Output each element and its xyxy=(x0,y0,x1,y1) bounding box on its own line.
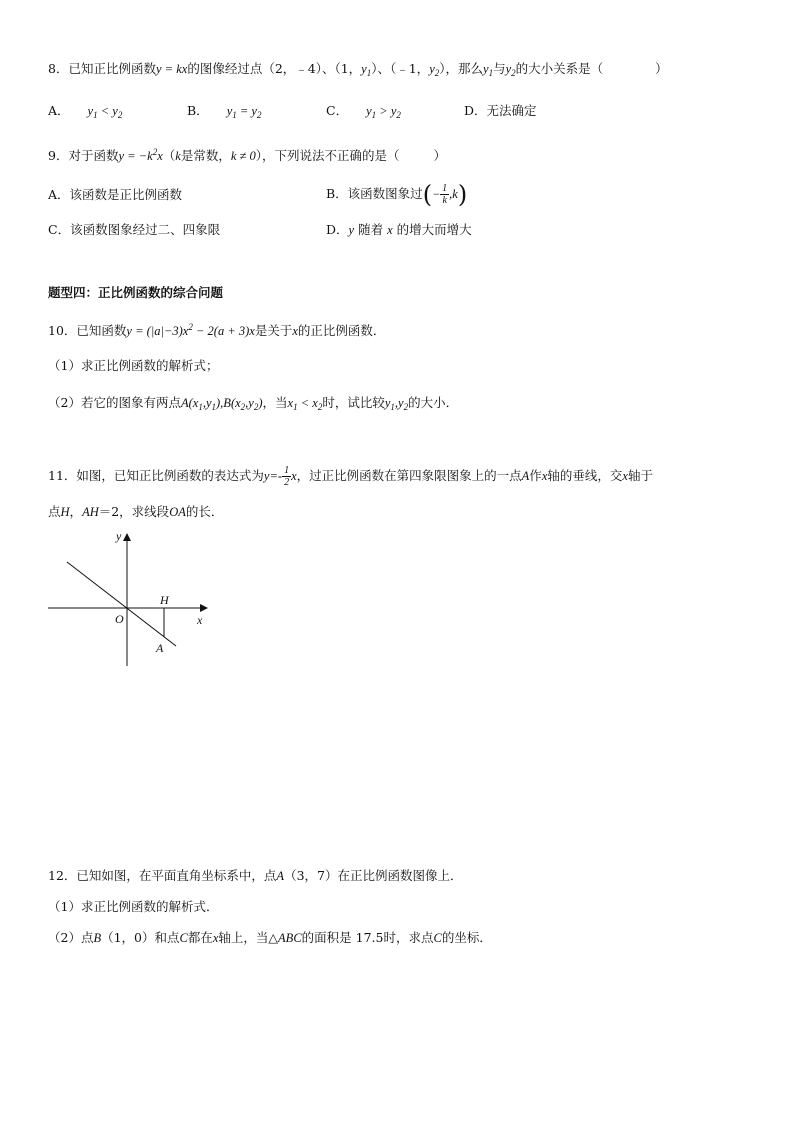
option-label: B． xyxy=(187,103,209,118)
q8-y2b: $y_2$ xyxy=(505,62,516,78)
option-label: D． xyxy=(464,103,487,118)
q10-text2: 是关于 xyxy=(254,323,293,338)
option-content: $y_1 > y_2$ xyxy=(366,104,401,120)
q12-part2-f: 的坐标． xyxy=(441,930,492,945)
option-content: 无法确定 xyxy=(486,103,537,118)
q8-close: ） xyxy=(655,61,668,76)
q9-text4: ），下列说法不正确的是（ xyxy=(255,148,400,163)
q11-eq-lhs: y=- xyxy=(263,469,283,483)
label-h: H xyxy=(160,593,169,607)
q11-text5: 轴于 xyxy=(627,468,653,483)
q11-x-b: x xyxy=(622,469,628,483)
label-o: O xyxy=(115,612,124,626)
q12-point-a: A xyxy=(276,869,285,883)
q11-line2-d: 的长． xyxy=(185,504,224,519)
q10-stem xyxy=(48,318,385,340)
q11-line2-c: ＝2，求线段 xyxy=(98,504,170,519)
q11-stem xyxy=(48,462,653,490)
q9-text3: 是常数， xyxy=(180,148,231,163)
q8-y1b: $y_1$ xyxy=(483,62,494,78)
q12-point-c-b: C xyxy=(433,931,442,945)
option-var-y: y xyxy=(348,223,355,237)
q11-text1: 如图，已知正比例函数的表达式为 xyxy=(76,468,264,483)
q8-text6: 的大小关系是（ xyxy=(515,61,604,76)
q8-text5: 与 xyxy=(493,61,506,76)
q11-text2: ，过正比例函数在第四象限图象上的一点 xyxy=(296,468,522,483)
q12-text1: 已知如图，在平面直角坐标系中，点 xyxy=(76,868,277,883)
q11-line2-b: ， xyxy=(69,504,83,519)
label-x: x xyxy=(197,613,203,627)
q10-part2 xyxy=(48,394,458,416)
q9-cond: k ≠ 0 xyxy=(230,149,256,163)
q10-points: $A(x_1,y_1),B(x_2,y_2)$ xyxy=(180,396,263,412)
q8-option-a xyxy=(48,102,122,124)
q10-text1: 已知函数 xyxy=(76,323,127,338)
q12-point-c: C xyxy=(179,931,188,945)
q8-stem xyxy=(48,60,668,82)
q8-y1: $y_1$ xyxy=(361,62,372,78)
q8-option-b xyxy=(187,102,261,124)
q10-number: 10． xyxy=(48,323,77,338)
option-label: D． xyxy=(326,222,349,237)
label-y: y xyxy=(116,529,122,543)
q9-text2: （ xyxy=(162,148,176,163)
q8-text4: ），那么 xyxy=(439,61,484,76)
q10-part1: （1）求正比例函数的解析式； xyxy=(48,358,219,373)
q11-point-a: A xyxy=(521,469,530,483)
q9-equation: $y = -k^2x$ xyxy=(118,147,163,163)
q11-fraction: $\frac{1}{2}$ xyxy=(284,465,290,488)
option-var-x: x xyxy=(387,223,393,237)
q10-equation: $y = (|a|-3)x^2 - 2(a + 3)x$ xyxy=(126,322,255,338)
q11-text4: 轴的垂线，交 xyxy=(547,468,623,483)
option-text-end: 的增大而增大 xyxy=(396,222,472,237)
q11-text3: 作 xyxy=(529,468,542,483)
q10-x: x xyxy=(292,324,298,338)
q10-part2-text: （2）若它的图象有两点 xyxy=(48,395,181,410)
q9-option-b: B．该函数图象过(− $\frac{1}{k}$ ,k) xyxy=(326,180,468,209)
q8-option-c xyxy=(326,102,401,124)
q9-number: 9． xyxy=(48,148,69,163)
q10-part2-text-d: 的大小． xyxy=(408,395,459,410)
q11-eq-rhs: x xyxy=(291,469,297,483)
q12-part2 xyxy=(48,929,492,947)
q8-y2: $y_2$ xyxy=(429,62,440,78)
q12-part1: （1）求正比例函数的解析式． xyxy=(48,899,219,914)
q12-number: 12． xyxy=(48,868,77,883)
q9-option-b-fraction: $\frac{1}{k}$ xyxy=(442,183,448,206)
q12-part2-c: 都在 xyxy=(187,930,213,945)
q12-part2-e: 的面积是 17.5时，求点 xyxy=(301,930,434,945)
q12-part2-b: （1，0）和点 xyxy=(101,930,180,945)
q11-x: x xyxy=(541,469,548,483)
q11-line2-a: 点 xyxy=(48,504,61,519)
q12-text2: （3，7）在正比例函数图像上． xyxy=(284,868,463,883)
q8-text2: 的图像经过点（2，﹣4）、（1， xyxy=(187,61,362,76)
option-text: 随着 xyxy=(358,222,384,237)
q11-point-h: H xyxy=(60,505,70,519)
q10-condition: $x_1 < x_2$ xyxy=(287,396,323,412)
q12-part2-a: （2）点 xyxy=(48,930,94,945)
q8-number: 8． xyxy=(48,61,69,76)
q11-figure xyxy=(40,525,240,670)
q9-stem xyxy=(48,143,446,165)
q9-text1: 对于函数 xyxy=(68,148,119,163)
option-label: A． xyxy=(48,103,70,118)
q11-number: 11． xyxy=(48,468,77,483)
q11-oa: OA xyxy=(169,505,186,519)
q9-option-c: C．该函数图象经过二、四象限 xyxy=(48,222,221,237)
q12-part2-d: 轴上，当△ xyxy=(218,930,279,945)
q12-stem xyxy=(48,867,462,885)
q10-ys: $y_1,y_2$ xyxy=(384,396,409,412)
q8-text3: ）、（﹣1， xyxy=(371,61,430,76)
q12-triangle: ABC xyxy=(278,931,302,945)
q11-stem-line2 xyxy=(48,503,223,521)
q8-option-d xyxy=(464,102,537,120)
q9-option-b-text: B．该函数图象过 xyxy=(326,186,423,201)
q10-part2-text-c: 时，试比较 xyxy=(322,395,385,410)
q12-point-b: B xyxy=(93,931,102,945)
q11-ah: AH xyxy=(82,505,99,519)
q12-x: x xyxy=(212,931,219,945)
q8-equation: y = kx xyxy=(155,62,188,76)
q8-text1: 已知正比例函数 xyxy=(68,61,156,76)
q10-text3: 的正比例函数． xyxy=(297,323,386,338)
q9-option-d xyxy=(326,221,472,239)
q9-close: ） xyxy=(433,148,447,163)
q10-part2-text-b: ，当 xyxy=(262,395,288,410)
option-content: $y_1 < y_2$ xyxy=(87,104,123,120)
section-title: 题型四：正比例函数的综合问题 xyxy=(48,285,224,300)
option-label: C． xyxy=(326,103,349,118)
q9-option-a: A．该函数是正比例函数 xyxy=(48,187,183,202)
option-content: $y_1 = y_2$ xyxy=(226,104,262,120)
q9-k: k xyxy=(175,149,181,163)
label-a: A xyxy=(156,641,164,655)
